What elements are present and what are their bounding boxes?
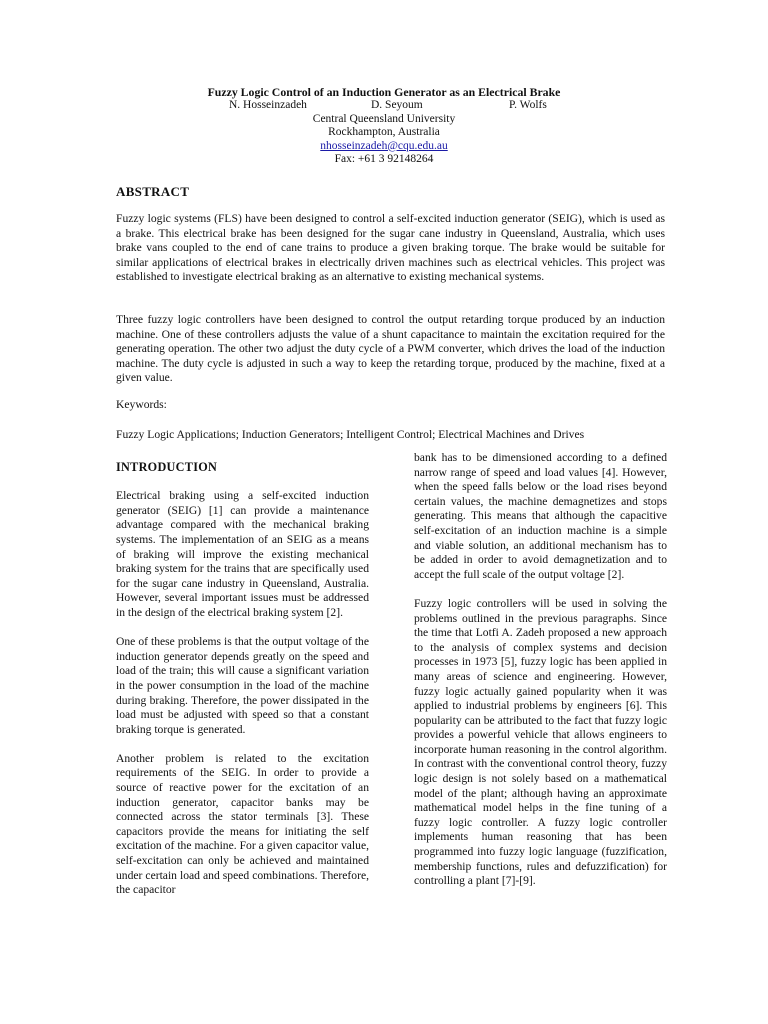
author-3: P. Wolfs [509, 99, 547, 112]
paper-header [0, 86, 768, 166]
author-1: N. Hosseinzadeh [229, 99, 307, 112]
abstract-heading: ABSTRACT [116, 184, 190, 199]
author-list [0, 99, 768, 112]
left-column [116, 460, 369, 912]
author-2: D. Seyoum [371, 99, 423, 112]
fax-number: Fax: +61 3 92148264 [334, 153, 434, 166]
keywords-list: Fuzzy Logic Applications; Induction Generators; Intelligent Control; Electrical Machines and Drives [116, 428, 585, 441]
email-link[interactable]: nhosseinzadeh@cqu.edu.au [320, 139, 448, 152]
location: Rockhampton, Australia [328, 126, 440, 139]
keywords-label: Keywords: [116, 398, 167, 411]
abstract-paragraph-2: Three fuzzy logic controllers have been designed to control the output retarding torque produced by an induction machine. One of these controllers adjusts the value of a shunt capacitance to maintain the excitation required for the generating operation. The other two adjust the duty cycle of a PWM converter, which drives the load of the induction machine. The duty cycle is adjusted in such a way to keep the retarding torque, produced by the machine, fixed at a given value. [116, 313, 665, 385]
right-column [414, 451, 667, 903]
intro-paragraph-5: Fuzzy logic controllers will be used in solving the problems outlined in the previous paragraphs. Since the time that Lotfi A. Zadeh proposed a new approach to the analysis of complex systems and decision processes in 1973 [5], fuzzy logic has been applied in many areas of science and engineering. However, fuzzy logic actually gained popularity when it was applied to industrial problems by engineers [6]. This popularity can be attributed to the fact that fuzzy logic provides a powerful vehicle that allows engineers to incorporate human reasoning in the control algorithm. In contrast with the conventional control theory, fuzzy logic design is not solely based on a mathematical model of the plant; although having an approximate mathematical model helps in the fine tuning of a fuzzy logic controller. A fuzzy logic controller implements human reasoning that has been programmed into fuzzy logic language (fuzzification, membership functions, rules and defuzzification) for controlling a plant [7]-[9]. [414, 596, 667, 888]
intro-paragraph-1: Electrical braking using a self-excited induction generator (SEIG) [1] can provide a maintenance advantage compared with the mechanical braking systems. The implementation of an SEIG as a means of braking will improve the existing mechanical braking system for the trains that are specifically used for the sugar cane industry in Queensland, Australia. However, several important issues must be addressed in the design of the electrical braking system [2]. [116, 489, 369, 619]
intro-paragraph-3: Another problem is related to the excitation requirements of the SEIG. In order to provide a source of reactive power for the excitation of an induction generator, capacitor banks may be connected across the stator terminals [3]. These capacitors provide the means for initiating the self excitation of the machine. For a given capacitor value, self-excitation can only be achieved and maintained under certain load and speed combinations. Therefore, the capacitor [116, 751, 369, 897]
intro-paragraph-4: bank has to be dimensioned according to a defined narrow range of speed and load values [4]. However, when the speed falls below or the load rises beyond certain values, the machine demagnetizes and stops generating. This means that although the capacitive self-excitation of an induction machine is a simple and viable solution, an additional mechanism has to be added in order to avoid demagnetization and to accept the full scale of the output voltage [2]. [414, 451, 667, 581]
affiliation: Central Queensland University [312, 112, 456, 125]
intro-paragraph-2: One of these problems is that the output voltage of the induction generator depends greatly on the speed and load of the train; this will cause a significant variation in the power consumption in the load of the machine during braking. Therefore, the power dissipated in the load must be adjusted with speed so that a constant braking torque is generated. [116, 635, 369, 736]
paper-title: Fuzzy Logic Control of an Induction Generator as an Electrical Brake [207, 85, 561, 99]
abstract-paragraph-1: Fuzzy logic systems (FLS) have been designed to control a self-excited induction generator (SEIG), which is used as a brake. This electrical brake has been designed for the sugar cane industry in Queensland, Australia, which uses brake vans coupled to the end of cane trains to produce a given braking torque. The brake would be suitable for similar applications of electrical brakes in electrically driven machines such as electrical vehicles. This project was established to investigate electrical braking as an alternative to existing mechanical systems. [116, 212, 665, 284]
introduction-heading: INTRODUCTION [116, 460, 218, 474]
